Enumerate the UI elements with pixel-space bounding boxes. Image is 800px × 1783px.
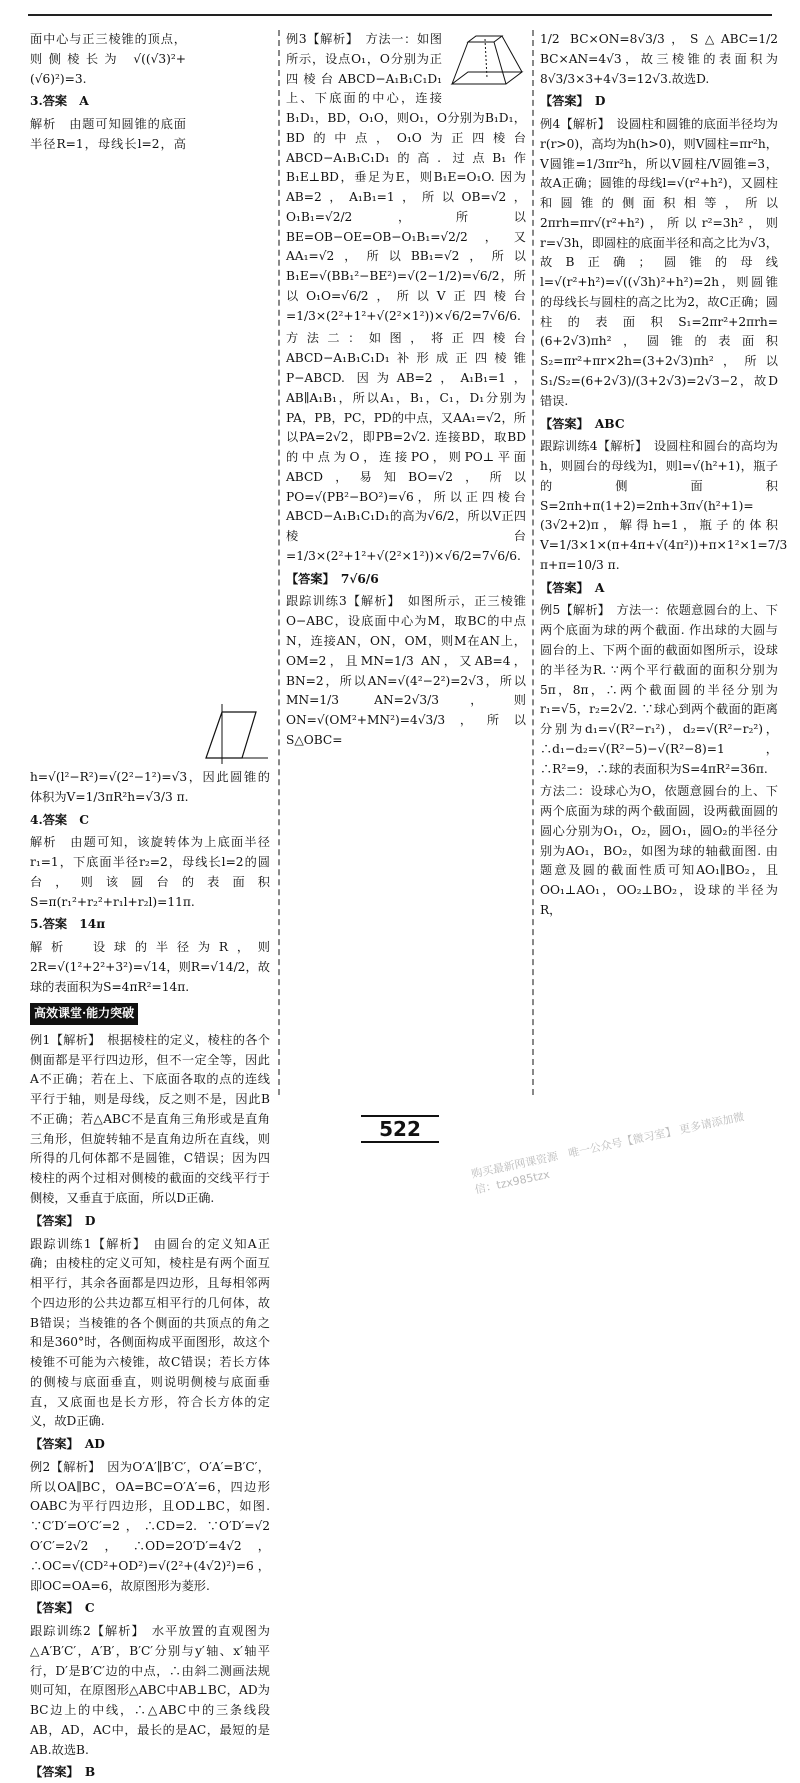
column-middle-body: [286, 30, 526, 751]
paragraph: 跟踪训练3【解析】 如图所示，正三棱锥O−ABC，设底面中心为M，取BC的中点N，连接AN，ON，OM，则M在AN上，OM=2，且MN=1/3 AN，又AB=4，BN=2，所以AN=√(4²−2²)=2√3，所以MN=1/3 AN=2√3/3，则ON=√(OM²+MN²)=4√3/3，所以S△OBC=: [286, 594, 526, 747]
paragraph: 跟踪训练4【解析】 设圆柱和圆台的高均为h，则圆台的母线为l，则l=√(h²+1)，瓶子的侧面积S=2πh+π(1+2)=2πh+3π√(h²+1)=(3√2+2)π，解得h=1，瓶子的体积V=1/3×1×(π+4π+√(4π²))+π×1²×1=7/3 π+π=10/3 π.: [540, 439, 788, 572]
paragraph: 【答案】 B: [30, 1765, 96, 1780]
paragraph: 例4【解析】 设圆柱和圆锥的底面半径均为r(r>0)，高均为h(h>0)，则V圆柱=πr²h，V圆锥=1/3πr²h，所以V圆柱/V圆锥=3，故A正确；圆锥的母线l=√(r²+h²)，又圆柱和圆锥的侧面积相等，所以2πrh=πr√(r²+h²)，所以r²=3h²，则r=√3h，即圆柱的底面半径和高之比为√3，故B正确；圆锥的母线l=√(r²+h²)=√((√3h)²+h²)=2h，则圆锥的母线长与圆柱的高之比为2，故C正确；圆柱的表面积S₁=2πr²+2πrh=(6+2√3)πh²，圆锥的表面积S₂=πr²+πr×2h=(3+2√3)πh²，所以S₁/S₂=(6+2√3)/(3+2√3)=2√3−2，故D错误.: [540, 117, 778, 408]
paragraph: 【答案】 C: [30, 1601, 95, 1616]
paragraph: 4.答案 C: [30, 812, 89, 827]
column-middle: [286, 30, 526, 1095]
paragraph: 例2【解析】 因为O′A′∥B′C′，O′A′=B′C′，所以OA∥BC，OA=BC=O′A′=6，四边形OABC为平行四边形，且OD⊥BC，如图. ∵C′D′=O′C′=2，∴CD=2. ∵O′D′=√2 O′C′=2√2，∴OD=2O′D′=4√2，∴OC=√(CD²+OD²)=√(2²+(4√2)²)=6，即OC=OA=6，故原图形为菱形.: [30, 1459, 270, 1593]
paragraph: 【答案】 D: [30, 1213, 96, 1228]
paragraph: 跟踪训练2【解析】 水平放置的直观图为△A′B′C′，A′B′，B′C′分别与y′轴、x′轴平行，D′是B′C′边的中点，∴由斜二测画法规则可知，在原图形△ABC中AB⊥BC，AD为BC边上的中线，∴△ABC中的三条线段AB，AD，AC中，最长的是AC，最短的是AB.故选B.: [30, 1624, 270, 1757]
top-rule: [28, 14, 772, 16]
column-left: [30, 30, 270, 1780]
column-left-body: [30, 30, 270, 1783]
paragraph: 【答案】 AD: [30, 1437, 105, 1452]
paragraph: 【答案】 A: [540, 580, 605, 595]
paragraph: 解析 由题可知圆锥的底面半径R=1，母线长l=2，高h=√(l²−R²)=√(2²−1²)=√3，因此圆锥的体积为V=1/3πR²h=√3/3 π.: [30, 117, 270, 804]
column-divider: [532, 30, 534, 1095]
paragraph: 【答案】 7√6/6: [286, 571, 379, 586]
paragraph: 面中心与正三棱锥的顶点，则侧棱长为 √((√3)²+(√6)²)=3.: [30, 32, 186, 86]
page-number: 522: [0, 1117, 800, 1141]
paragraph: 例1【解析】 根据棱柱的定义，棱柱的各个侧面都是平行四边形，但不一定全等，因此A不正确；若在上、下底面各取的点的连线平行于轴，则是母线，反之则不是，因此B不正确；若△ABC不是直角三角形或是直角三角形，但旋转轴不是直角边所在直线，则所得的几何体都不是圆锥，C错误；因为四棱柱的两个过相对侧棱的截面的交线平行于侧棱，又垂直于底面，所以D正确.: [30, 1032, 270, 1205]
column-right: [540, 30, 788, 1095]
paragraph: 1/2 BC×ON=8√3/3，S△ABC=1/2 BC×AN=4√3，故三棱锥的表面积为8√3/3×3+4√3=12√3.故选D.: [540, 32, 778, 86]
frustum-figure-1: [448, 32, 526, 92]
paragraph: 方法二：设球心为O，依题意圆台的上、下两个底面为球的两个截面圆，设两截面圆的圆心分别为O₁，O₂，圆O₁，圆O₂的半径分别为AO₁，BO₂，如图为球的轴截面图. 由题意及圆的截面性质可知AO₁∥BO₂，且OO₁⊥AO₁，OO₂⊥BO₂，设球的半径为R，: [540, 784, 778, 917]
paragraph: 【答案】 D: [540, 94, 606, 109]
paragraph: 跟踪训练1【解析】 由圆台的定义知A正确；由棱柱的定义可知，棱柱是有两个面互相平行，其余各面都是四边形，且每相邻两个四边形的公共边都互相平行的几何体，故B错误；当棱锥的各个侧面的共顶点的角之和是360°时，各侧面构成平面图形，故这个棱锥不可能为六棱锥，故C错误；若长方体的侧棱与底面垂直，则说明侧棱与底面垂直，又底面也是长方形，符合长方体的定义，故D正确.: [30, 1236, 270, 1429]
paragraph: 解析 由题可知，该旋转体为上底面半径r₁=1，下底面半径r₂=2，母线长l=2的圆台，则该圆台的表面积S=π(r₁²+r₂²+r₁l+r₂l)=11π.: [30, 835, 270, 909]
paragraph: 方法二：如图，将正四棱台ABCD−A₁B₁C₁D₁补形成正四棱锥P−ABCD. 因为AB=2，A₁B₁=1，AB∥A₁B₁，所以A₁，B₁，C₁，D₁分别为PA，PB，PC，PD的中点，又AA₁=√2，所以PA=2√2，即PB=2√2. 连接BD，取BD的中点为O，连接PO，则PO⊥平面ABCD，易知BO=√2，所以PO=√(PB²−BO²)=√6，所以正四棱台ABCD−A₁B₁C₁D₁的高为√6/2，所以V正四棱台=1/3×(2²+1²+√(2²×1²))×√6/2=7√6/6.: [286, 331, 526, 563]
paragraph: 例3【解析】 方法一：如图所示，设点O₁，O分别为正四棱台ABCD−A₁B₁C₁D₁上、下底面的中心，连接B₁D₁，BD，O₁O，则O₁，O分别为B₁D₁，BD的中点，O₁O为正四棱台ABCD−A₁B₁C₁D₁的高. 过点B₁作B₁E⊥BD，垂足为E，则B₁E=O₁O. 因为AB=2，A₁B₁=1，所以OB=√2，O₁B₁=√2/2，所以BE=OB−OE=OB−O₁B₁=√2/2，又AA₁=√2，所以BB₁=√2，所以B₁E=√(BB₁²−BE²)=√(2−1/2)=√6/2，所以O₁O=√6/2，所以V正四棱台=1/3×(2²+1²+√(2²×1²))×√6/2=7√6/6.: [286, 32, 526, 323]
paragraph: 解析 设球的半径为R，则2R=√(1²+2²+3²)=√14，则R=√14/2，故球的表面积为S=4πR²=14π.: [30, 940, 270, 994]
watermark: 购买最新网课资源 唯一公众号【微习室】 更多请添加微信：tzx985tzx: [470, 1110, 746, 1197]
paragraph: [30, 1000, 270, 1027]
paragraph: 【答案】 ABC: [540, 416, 625, 431]
paragraph: 5.答案 14π: [30, 917, 106, 932]
column-divider: [278, 30, 280, 1095]
paragraph: 例5【解析】 方法一：依题意圆台的上、下两个底面为球的两个截面. 作出球的大圆与圆台的上、下两个面的截面如图所示，设球的半径为R. ∵两个平行截面的面积分别为5π，8π，∴两个截面圆的半径分别为r₁=√5，r₂=2√2. ∵球心到两个截面的距离分别为d₁=√(R²−r₁²)，d₂=√(R²−r₂²)，∴d₁−d₂=√(R²−5)−√(R²−8)=1，∴R²=9，∴球的表面积为S=4πR²=36π.: [540, 603, 778, 776]
parallelogram-figure: [192, 700, 270, 766]
section-band: 高效课堂·能力突破: [30, 1003, 138, 1024]
column-right-body: [540, 30, 788, 921]
paragraph: 3.答案 A: [30, 94, 89, 109]
